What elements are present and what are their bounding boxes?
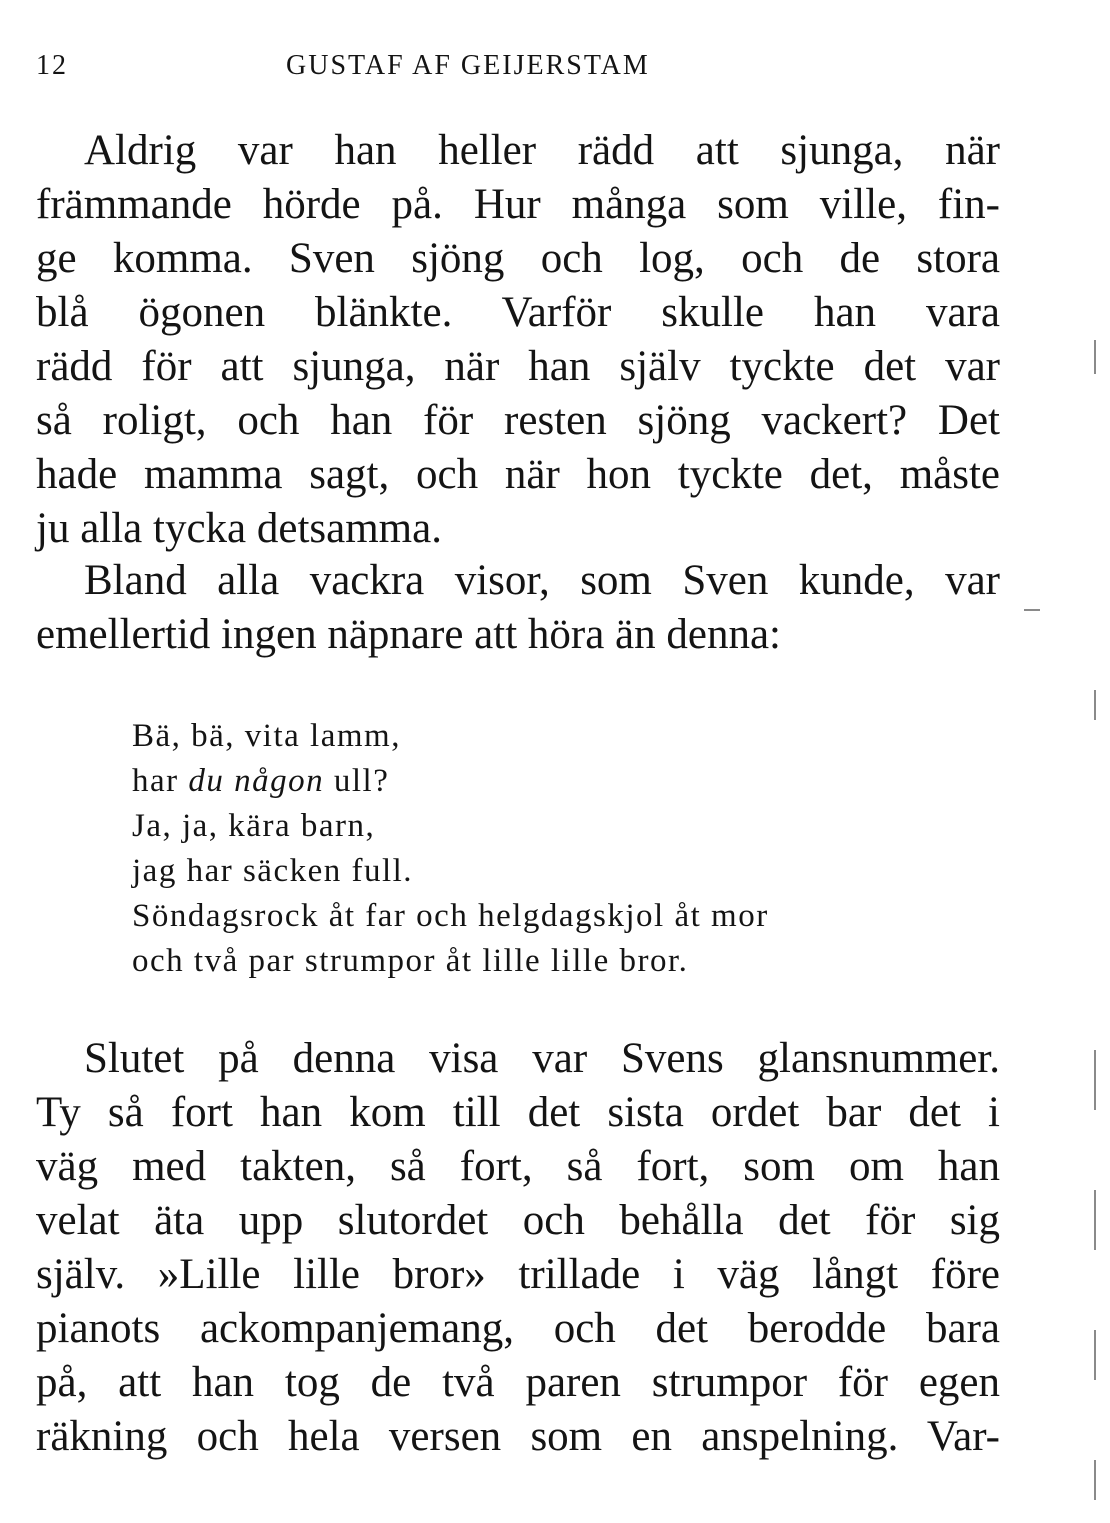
text-line: velat äta upp slutordet och behålla det för sig <box>36 1197 1000 1244</box>
verse-line-2-end: ull? <box>324 763 390 799</box>
scan-speck <box>1094 1190 1096 1250</box>
text-line: emellertid ingen näpnare att höra än denna: <box>36 611 782 658</box>
verse-line <box>132 759 992 804</box>
text-line: Slutet på denna visa var Svens glansnummer. <box>84 1035 1000 1082</box>
text-line: ge komma. Sven sjöng och log, och de stora <box>36 235 1000 282</box>
running-head <box>36 50 1006 90</box>
text-line: blå ögonen blänkte. Varför skulle han vara <box>36 289 1000 336</box>
text-line: väg med takten, så fort, så fort, som om han <box>36 1143 1000 1190</box>
paragraph-1 <box>36 124 1000 556</box>
text-line: främmande hörde på. Hur många som ville, fin- <box>36 181 1000 228</box>
text-line: så roligt, och han för resten sjöng vackert? Det <box>36 397 1000 444</box>
running-head-title: GUSTAF AF GEIJERSTAM <box>286 50 650 81</box>
verse-line: jag har säcken full. <box>132 853 414 889</box>
scan-speck <box>1024 609 1040 611</box>
text-line: själv. »Lille lille bror» trillade i väg långt före <box>36 1251 1000 1298</box>
text-line: Bland alla vackra visor, som Sven kunde, var <box>84 557 1000 604</box>
paragraph-3 <box>36 1032 1000 1464</box>
scan-speck <box>1094 1460 1096 1500</box>
text-line: rädd för att sjunga, när han själv tyckte det var <box>36 343 1000 390</box>
verse-line: Söndagsrock åt far och helgdagskjol åt mor <box>132 898 769 934</box>
text-line: hade mamma sagt, och när hon tyckte det, måste <box>36 451 1000 498</box>
scan-speck <box>1094 1330 1096 1380</box>
text-line: räkning och hela versen som en anspelning. Var- <box>36 1413 1000 1460</box>
text-line: på, att han tog de två paren strumpor för egen <box>36 1359 1000 1406</box>
paragraph-2 <box>36 554 1000 662</box>
verse-line: Bä, bä, vita lamm, <box>132 718 401 754</box>
scan-speck <box>1094 1050 1096 1110</box>
verse-line-2-start: har <box>132 763 189 799</box>
verse-block <box>132 714 992 984</box>
text-line: Ty så fort han kom till det sista ordet bar det i <box>36 1089 1000 1136</box>
verse-line: och två par strumpor åt lille lille bror. <box>132 943 689 979</box>
text-line: Aldrig var han heller rädd att sjunga, när <box>84 127 1000 174</box>
verse-line-2-emphasis: du någon <box>188 763 325 799</box>
text-line: pianots ackompanjemang, och det berodde bara <box>36 1305 1000 1352</box>
page-number: 12 <box>36 50 68 81</box>
text-line: ju alla tycka detsamma. <box>36 505 442 552</box>
scan-speck <box>1094 340 1096 374</box>
scan-speck <box>1094 690 1096 720</box>
verse-line: Ja, ja, kära barn, <box>132 808 376 844</box>
